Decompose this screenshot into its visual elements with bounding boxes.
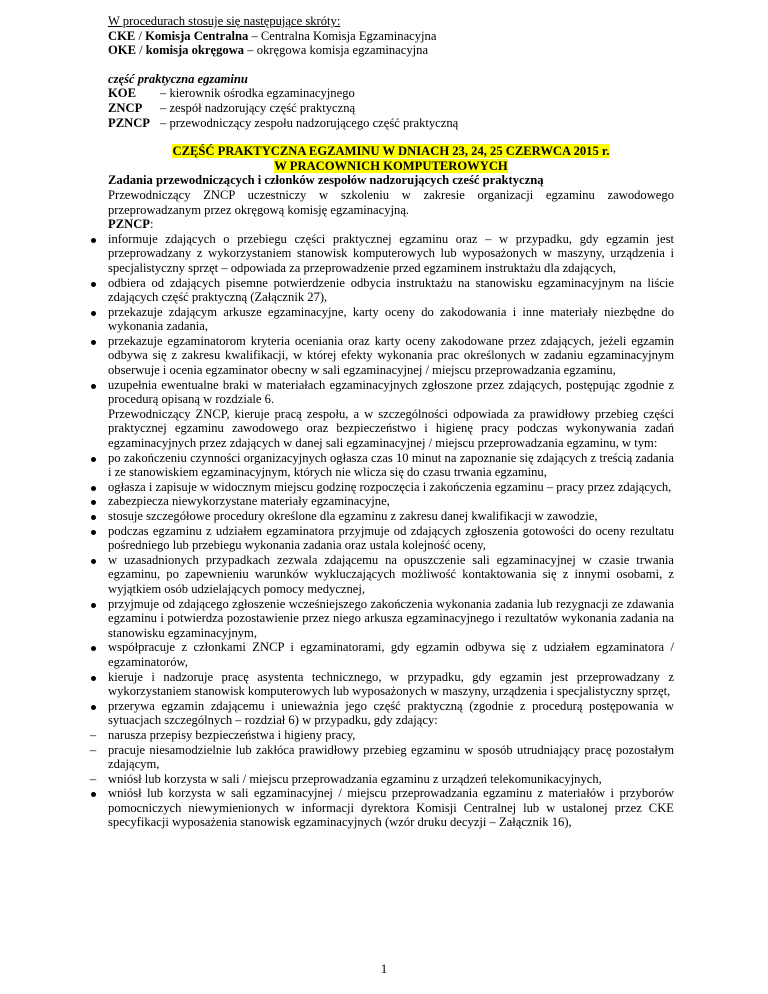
- bullet-icon: [88, 524, 98, 539]
- abbr-cke-desc: – Centralna Komisja Egzaminacyjna: [248, 28, 437, 43]
- list-item-text: uzupełnia ewentualne braki w materiałach egzaminacyjnych zgłoszone przez zdających, postępując zgodnie z procedurą opisaną w rozdziale 6.: [108, 377, 674, 407]
- list-item-text: kieruje i nadzoruje pracę asystenta technicznego, w przypadku, gdy egzamin jest przeprowadzany z wykorzystaniem stanowisk komputerowych lub wyposażonych w maszyny, urządzenia i specjalistyczny sprzęt,: [108, 669, 674, 699]
- bullet-icon: [88, 640, 98, 655]
- list-item-text: wniósł lub korzysta w sali egzaminacyjnej / miejscu przeprowadzania egzaminu z materiałów i przyborów pomocniczych niewymienionych w informacji dyrektora Komisji Centralnej lub w ustalonej przez CKE specyfikacji wyposażenia stanowisk egzaminacyjnych (wzór druku decyzji – Załącznik 16),: [108, 786, 674, 830]
- abbreviations-heading: W procedurach stosuje się następujące skróty:: [108, 14, 341, 28]
- list-item-text: zabezpiecza niewykorzystane materiały egzaminacyjne,: [108, 494, 390, 509]
- list-item-text: w uzasadnionych przypadkach zezwala zdającemu na opuszczenie sali egzaminacyjnej w czasie trwania egzaminu, po zapewnieniu warunków wykluczających możliwość kontaktowania się z innymi osobami, z wyjątkiem osób udzielających pomocy medycznej,: [108, 552, 674, 596]
- list-item: [108, 276, 674, 305]
- task-list-a: [108, 232, 674, 407]
- list-item: [89, 727, 674, 743]
- list-item: [108, 597, 674, 641]
- abbr-oke-desc: – okręgowa komisja egzaminacyjna: [244, 43, 429, 58]
- abbr-oke: OKE / komisja okręgowa – okręgowa komisja egzaminacyjna: [108, 43, 429, 58]
- section-title-2: [108, 159, 674, 174]
- list-item-text: podczas egzaminu z udziałem egzaminatora przyjmuje od zdających zgłoszenia gotowości do oceny rezultatu pośredniego lub przebiegu wykonania zadania oraz ustala kolejność oceny,: [108, 523, 674, 553]
- list-item: [108, 305, 674, 334]
- list-item: [108, 640, 674, 669]
- bullet-icon: [88, 305, 98, 320]
- section-title-line1: CZĘŚĆ PRAKTYCZNA EGZAMINU W DNIACH 23, 24, 25 CZERWCA 2015 r.: [172, 144, 610, 159]
- bullet-icon: [88, 480, 98, 495]
- abbr-cke-code: CKE: [108, 28, 136, 43]
- list-item: [89, 771, 674, 787]
- abbr-row: [108, 86, 674, 101]
- list-item-text: przerywa egzamin zdającemu i unieważnia jego część praktyczną (zgodnie z procedurą postępowania w sytuacjach szczególnych – rozdział 6) w przypadku, gdy zdający:: [108, 698, 674, 728]
- dash-marker: –: [89, 742, 97, 757]
- bullet-icon: [88, 699, 98, 714]
- list-item: [108, 524, 674, 553]
- list-item: [108, 494, 674, 509]
- list-item: [108, 699, 674, 728]
- list-item: [108, 509, 674, 524]
- bullet-icon: [88, 597, 98, 612]
- page-number: 1: [380, 961, 388, 976]
- abbr-desc: – przewodniczący zespołu nadzorującego część praktyczną: [160, 115, 459, 130]
- list-item: [108, 670, 674, 699]
- bullet-icon: [88, 276, 98, 291]
- practical-label: część praktyczna egzaminu: [108, 71, 248, 86]
- bullet-icon: [88, 378, 98, 393]
- pzncp-label: [108, 217, 674, 232]
- dash-marker: –: [89, 771, 97, 786]
- pzncp-colon: :: [149, 217, 154, 232]
- bullet-icon: [88, 494, 98, 509]
- section-title: [108, 144, 674, 159]
- list-item: [89, 742, 674, 772]
- section-intro: Przewodniczący ZNCP uczestniczy w szkoleniu w zakresie organizacji egzaminu zawodowego przeprowadzanym przez okręgową komisję egzaminacyjną.: [108, 187, 674, 217]
- list-item-text: informuje zdających o przebiegu części praktycznej egzaminu oraz – w przypadku, gdy egzamin jest przeprowadzany z wykorzystaniem stanowisk komputerowych lub wyposażonych w maszyny, urządzenia i specjalistyczny sprzęt – odpowiada za przeprowadzenie przed egzaminem instruktażu dla zdających,: [108, 231, 674, 275]
- abbr-code: ZNCP: [108, 100, 143, 115]
- list-item: [108, 553, 674, 597]
- list-item-text: przekazuje egzaminatorom kryteria oceniania oraz karty oceny zakodowane przez zdających, jeżeli egzamin odbywa się z zakresu kwalifikacji, w której efekty wykonania prac określonych w zadaniu egzaminacyjnym obserwuje i ocenia egzaminator obecny w sali egzaminacyjnej / miejscu przeprowadzania egzaminu,: [108, 333, 674, 378]
- list-item: [108, 451, 674, 480]
- abbr-oke-name: komisja okręgowa: [145, 43, 245, 58]
- abbr-row: [108, 116, 674, 131]
- list-item: [108, 378, 674, 407]
- duties-paragraph: Przewodniczący ZNCP, kieruje pracą zespołu, a w szczególności odpowiada za prawidłowy przebieg części praktycznej egzaminu zawodowego oraz bezpieczeństwo i higienę pracy podczas wykonywania zadań egzaminacyjnych przez zdających w danej sali egzaminacyjnej / miejscu przeprowadzania egzaminu, w tym:: [108, 406, 674, 451]
- abbr-code: PZNCP: [108, 115, 150, 130]
- document-content: [89, 14, 674, 830]
- bullet-icon: [88, 786, 98, 801]
- list-item-text: odbiera od zdających pisemne potwierdzenie odbycia instruktażu na stanowisku egzaminacyjnym na liście zdających część praktyczną (Załącznik 27),: [108, 275, 674, 305]
- list-item: [108, 232, 674, 276]
- abbr-cke-name: Komisja Centralna: [145, 28, 249, 43]
- list-item-text: stosuje szczegółowe procedury określone dla egzaminu z zakresu danej kwalifikacji w zawodzie,: [108, 509, 598, 523]
- list-item: [108, 786, 674, 830]
- list-item-text: ogłasza i zapisuje w widocznym miejscu godzinę rozpoczęcia i zakończenia egzaminu – pracy przez zdających,: [108, 479, 672, 494]
- list-item: [108, 334, 674, 378]
- abbr-code: KOE: [108, 86, 136, 101]
- pzncp-code: PZNCP: [108, 217, 150, 232]
- list-item-text: narusza przepisy bezpieczeństwa i higieny pracy,: [108, 727, 356, 742]
- section-heading: Zadania przewodniczących i członków zespołów nadzorujących cześć praktyczną: [108, 173, 544, 188]
- bullet-icon: [88, 553, 98, 568]
- list-item-text: wniósł lub korzysta w sali / miejscu przeprowadzania egzaminu z urządzeń telekomunikacyjnych,: [108, 771, 602, 786]
- abbr-oke-code: OKE: [108, 43, 136, 58]
- bullet-icon: [88, 232, 98, 247]
- list-item: [108, 480, 674, 495]
- list-item-text: przekazuje zdającym arkusze egzaminacyjne, karty oceny do zakodowania i inne materiały niezbędne do wykonania zadania,: [108, 304, 674, 334]
- list-item-text: pracuje niesamodzielnie lub zakłóca prawidłowy przebieg egzaminu w sposób utrudniający pracę pozostałym zdającym,: [108, 742, 674, 772]
- abbr-desc: – zespół nadzorujący część praktyczną: [160, 100, 356, 115]
- dash-marker: –: [89, 727, 97, 742]
- bullet-icon: [88, 509, 98, 524]
- section-title-line2: W PRACOWNICH KOMPUTEROWYCH: [274, 158, 508, 173]
- list-item-text: po zakończeniu czynności organizacyjnych ogłasza czas 10 minut na zapoznanie się zdających z treścią zadania i ze stanowiskiem egzaminacyjnym, których nie wlicza się do czasu trwania egzaminu,: [108, 450, 674, 480]
- bullet-icon: [88, 334, 98, 349]
- abbr-cke: CKE / Komisja Centralna – Centralna Komisja Egzaminacyjna: [108, 28, 437, 43]
- bullet-icon: [88, 451, 98, 466]
- task-list-b: [89, 450, 674, 830]
- abbr-row: [108, 101, 674, 116]
- list-item-text: przyjmuje od zdającego zgłoszenie wcześniejszego zakończenia wykonania zadania lub rezygnacji ze zdawania egzaminu i potwierdza pozostawienie przez niego arkusza egzaminacyjnego i rezultatów wykonania zadania na stanowisku egzaminacyjnym,: [108, 596, 674, 640]
- bullet-icon: [88, 670, 98, 685]
- abbr-desc: – kierownik ośrodka egzaminacyjnego: [160, 86, 355, 101]
- list-item-text: współpracuje z członkami ZNCP i egzaminatorami, gdy egzamin odbywa się z udziałem egzaminatora / egzaminatorów,: [108, 640, 674, 669]
